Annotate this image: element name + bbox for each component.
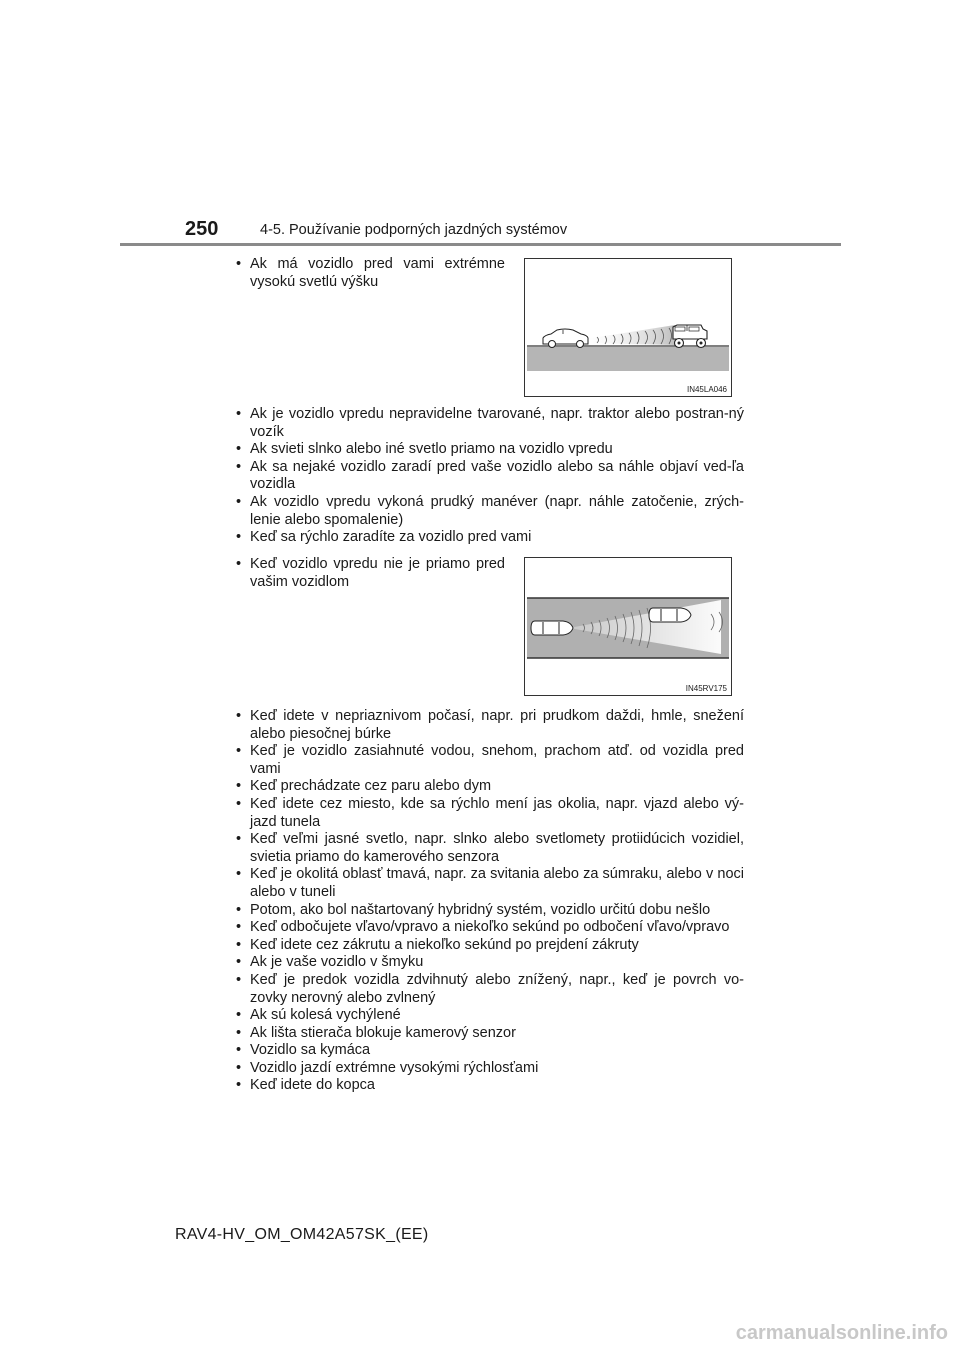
list-item: • Ak sú kolesá vychýlené: [234, 1007, 744, 1025]
list-item: • Ak je vaše vozidlo v šmyku: [234, 954, 744, 972]
header-rule: [120, 243, 841, 246]
watermark: carmanualsonline.info: [735, 1322, 948, 1344]
list-item: • Ak je vozidlo vpredu nepravidelne tvarované, napr. traktor alebo postran-ný vozík: [234, 406, 744, 441]
tall-vehicle-illustration: [525, 259, 731, 396]
list-item: • Keď je vozidlo zasiahnuté vodou, snehom, prachom atď. od vozidla pred vami: [234, 743, 744, 778]
list-item: • Vozidlo jazdí extrémne vysokými rýchlosťami: [234, 1060, 744, 1078]
bullet-list-a: [234, 256, 505, 291]
figure-offset-vehicle: [524, 557, 732, 696]
list-item: • Ak lišta stierača blokuje kamerový senzor: [234, 1025, 744, 1043]
figure-code: IN45RV175: [685, 684, 727, 693]
list-item: • Ak vozidlo vpredu vykoná prudký manéver (napr. náhle zatočenie, zrých-lenie alebo spomalenie): [234, 494, 744, 529]
bullet-list-b: [234, 406, 744, 547]
list-item: • Keď idete v nepriaznivom počasí, napr. pri prudkom daždi, hmle, snežení alebo piesočnej búrke: [234, 708, 744, 743]
list-item: • Keď prechádzate cez paru alebo dym: [234, 778, 744, 796]
list-item: • Ak svieti slnko alebo iné svetlo priamo na vozidlo vpredu: [234, 441, 744, 459]
bullet-list-d: [234, 708, 744, 1095]
list-item: • Keď je okolitá oblasť tmavá, napr. za svitania alebo za súmraku, alebo v noci alebo v tuneli: [234, 866, 744, 901]
list-item: • Potom, ako bol naštartovaný hybridný systém, vozidlo určitú dobu nešlo: [234, 902, 744, 920]
list-item: • Keď sa rýchlo zaradíte za vozidlo pred vami: [234, 529, 744, 547]
page-number: 250: [185, 218, 219, 240]
section-title: 4-5. Používanie podporných jazdných systémov: [260, 222, 568, 238]
figure-tall-vehicle: [524, 258, 732, 397]
bullet-list-c: [234, 556, 505, 591]
list-item: • Ak má vozidlo pred vami extrémne vysokú svetlú výšku: [234, 256, 505, 291]
figure-code: IN45LA046: [686, 385, 727, 394]
list-item: • Keď vozidlo vpredu nie je priamo pred vašim vozidlom: [234, 556, 505, 591]
list-item: • Keď veľmi jasné svetlo, napr. slnko alebo svetlomety protiidúcich vozidiel, svietia priamo do kamerového senzora: [234, 831, 744, 866]
list-item: • Keď odbočujete vľavo/vpravo a niekoľko sekúnd po odbočení vľavo/vpravo: [234, 919, 744, 937]
offset-vehicle-illustration: [525, 558, 731, 695]
document-code: RAV4-HV_OM_OM42A57SK_(EE): [175, 1226, 429, 1243]
list-item: • Ak sa nejaké vozidlo zaradí pred vaše vozidlo alebo sa náhle objaví ved-ľa vozidla: [234, 459, 744, 494]
list-item: • Keď idete cez zákrutu a niekoľko sekúnd po prejdení zákruty: [234, 937, 744, 955]
list-item: • Keď idete cez miesto, kde sa rýchlo mení jas okolia, napr. vjazd alebo vý-jazd tunela: [234, 796, 744, 831]
list-item: • Keď idete do kopca: [234, 1077, 744, 1095]
list-item: • Keď je predok vozidla zdvihnutý alebo znížený, napr., keď je povrch vo-zovky nerovný alebo zvlnený: [234, 972, 744, 1007]
list-item: • Vozidlo sa kymáca: [234, 1042, 744, 1060]
